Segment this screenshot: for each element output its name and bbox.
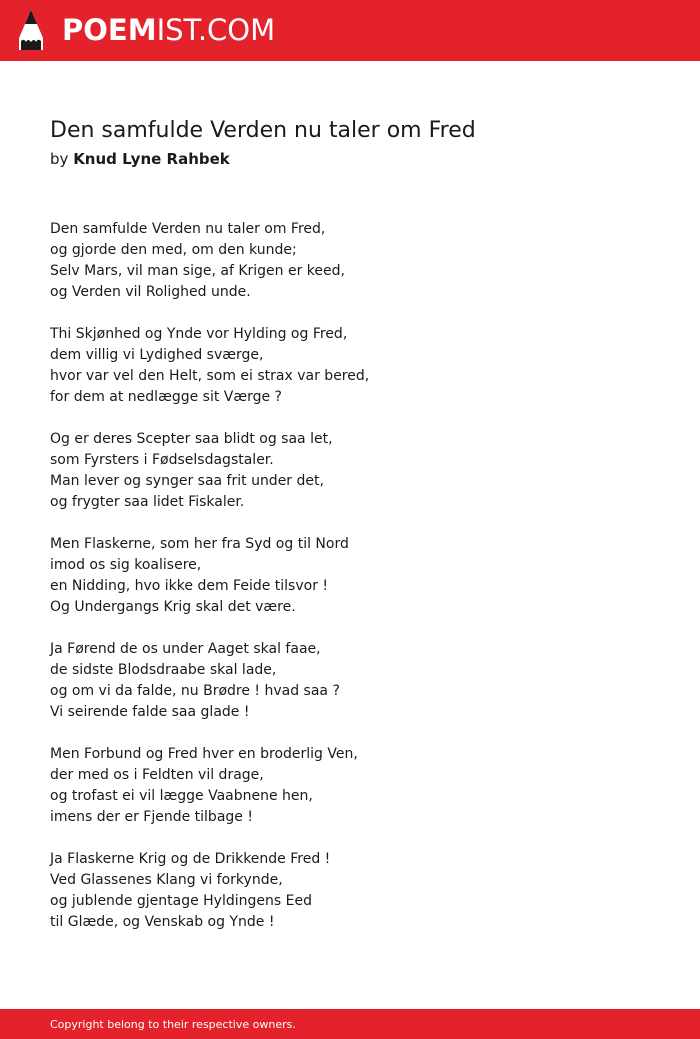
pencil-tip-icon[interactable] bbox=[18, 9, 44, 51]
poem-line: Selv Mars, vil man sige, af Krigen er keed, bbox=[50, 263, 345, 279]
author-name: Knud Lyne Rahbek bbox=[73, 150, 230, 168]
stanza bbox=[50, 324, 650, 408]
byline bbox=[50, 149, 230, 169]
by-label: by bbox=[50, 150, 69, 168]
stanza bbox=[50, 429, 650, 513]
poem-title: Den samfulde Verden nu taler om Fred bbox=[50, 118, 476, 143]
poem-body bbox=[50, 219, 650, 954]
poem-line: og Verden vil Rolighed unde. bbox=[50, 284, 251, 300]
poem-line: Vi seirende falde saa glade ! bbox=[50, 704, 250, 720]
poem-line: og gjorde den med, om den kunde; bbox=[50, 242, 297, 258]
site-logo-text[interactable] bbox=[62, 13, 275, 47]
poem-line: Men Flaskerne, som her fra Syd og til Nord bbox=[50, 536, 349, 552]
brand-strong: POEM bbox=[62, 13, 157, 47]
site-header bbox=[0, 0, 700, 61]
copyright-notice: Copyright belong to their respective owners. bbox=[50, 1018, 296, 1031]
poem-line: som Fyrsters i Fødselsdagstaler. bbox=[50, 452, 274, 468]
poem-line: imod os sig koalisere, bbox=[50, 557, 202, 573]
site-footer bbox=[0, 1009, 700, 1039]
stanza bbox=[50, 534, 650, 618]
poem-line: der med os i Feldten vil drage, bbox=[50, 767, 264, 783]
poem-line: dem villig vi Lydighed sværge, bbox=[50, 347, 264, 363]
poem-line: Man lever og synger saa frit under det, bbox=[50, 473, 324, 489]
stanza bbox=[50, 219, 650, 303]
poem-line: og om vi da falde, nu Brødre ! hvad saa ? bbox=[50, 683, 340, 699]
brand-light: IST.COM bbox=[156, 13, 276, 47]
poem-line: og trofast ei vil lægge Vaabnene hen, bbox=[50, 788, 313, 804]
poem-line: en Nidding, hvo ikke dem Feide tilsvor ! bbox=[50, 578, 329, 594]
stanza bbox=[50, 744, 650, 828]
poem-line: Thi Skjønhed og Ynde vor Hylding og Fred, bbox=[50, 326, 348, 342]
poem-line: Ja Førend de os under Aaget skal faae, bbox=[50, 641, 321, 657]
poem-line: og frygter saa lidet Fiskaler. bbox=[50, 494, 245, 510]
poem-line: Og Undergangs Krig skal det være. bbox=[50, 599, 296, 615]
poem-line: de sidste Blodsdraabe skal lade, bbox=[50, 662, 277, 678]
stanza bbox=[50, 849, 650, 933]
poem-line: for dem at nedlægge sit Værge ? bbox=[50, 389, 282, 405]
poem-line: Den samfulde Verden nu taler om Fred, bbox=[50, 221, 326, 237]
poem-line: Og er deres Scepter saa blidt og saa let, bbox=[50, 431, 333, 447]
poem-line: og jublende gjentage Hyldingens Eed bbox=[50, 893, 312, 909]
poem-line: hvor var vel den Helt, som ei strax var bered, bbox=[50, 368, 370, 384]
poem-line: imens der er Fjende tilbage ! bbox=[50, 809, 253, 825]
poem-line: til Glæde, og Venskab og Ynde ! bbox=[50, 914, 275, 930]
poem-line: Men Forbund og Fred hver en broderlig Ven, bbox=[50, 746, 358, 762]
poem-line: Ved Glassenes Klang vi forkynde, bbox=[50, 872, 283, 888]
poem-line: Ja Flaskerne Krig og de Drikkende Fred ! bbox=[50, 851, 331, 867]
stanza bbox=[50, 639, 650, 723]
